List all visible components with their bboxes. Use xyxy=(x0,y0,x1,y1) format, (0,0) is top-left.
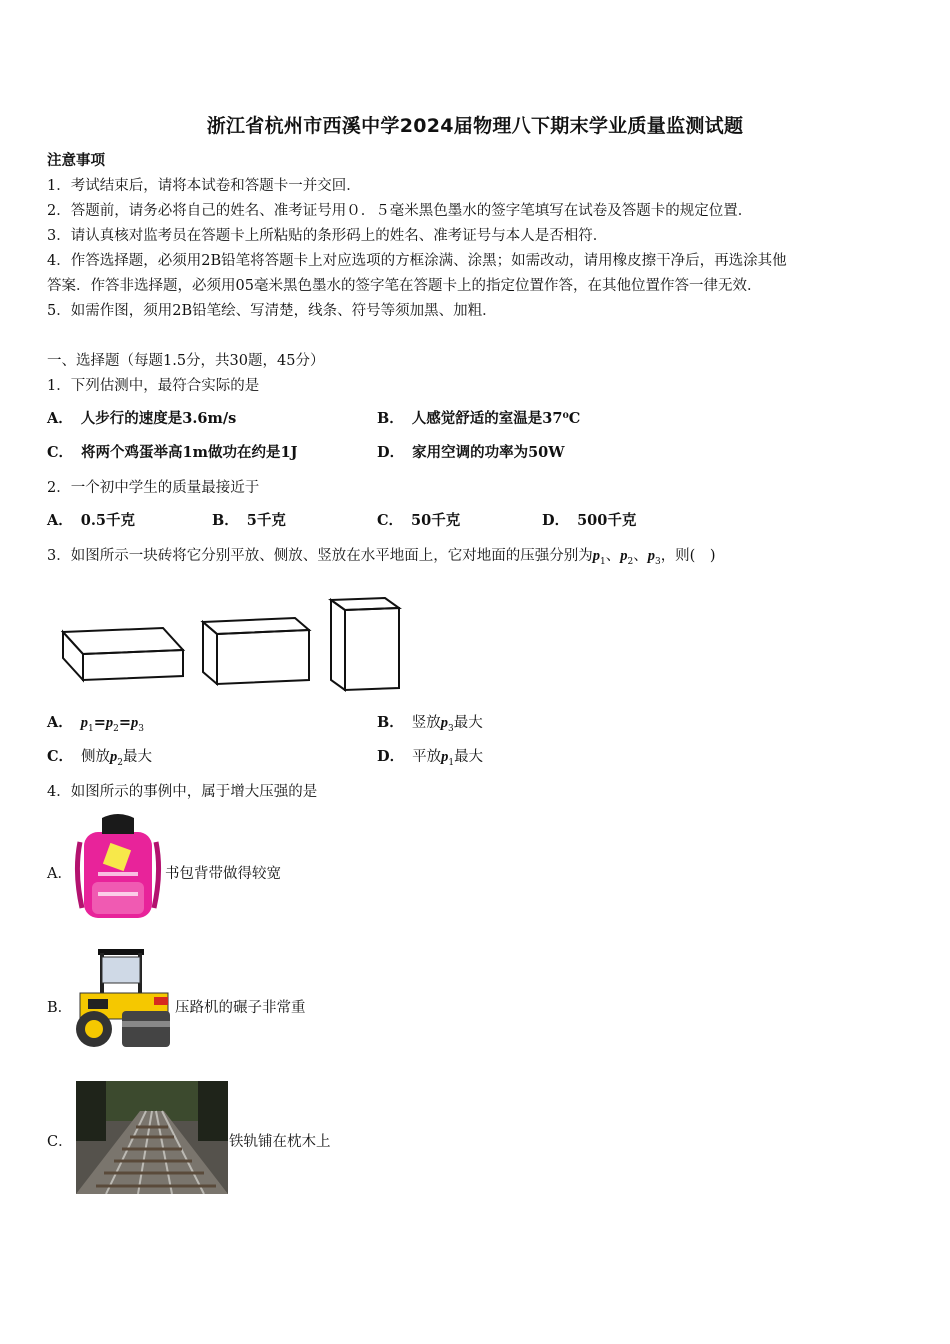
q1-option-b[interactable]: B． 人感觉舒适的室温是37⁰C xyxy=(377,410,581,427)
q1-option-a[interactable]: A． 人步行的速度是3.6m/s xyxy=(47,410,237,427)
q4-option-b-text: 压路机的碾子非常重 xyxy=(175,1000,306,1016)
page-title: 浙江省杭州市西溪中学2024届物理八下期末学业质量监测试题 xyxy=(206,115,744,137)
q3-option-d[interactable]: D． 平放$p_1$最大 xyxy=(377,748,484,768)
question-3-stem: 3．如图所示一块砖将它分别平放、侧放、竖放在水平地面上，它对地面的压强分别为$p_1$、$p_2$、$p_3$，则( ) xyxy=(47,548,716,567)
brick-flat-icon xyxy=(63,628,183,680)
brick-positions-figure xyxy=(55,592,425,696)
q4-option-a-key[interactable]: A． xyxy=(47,866,72,882)
q4-option-a-text: 书包背带做得较宽 xyxy=(165,866,281,882)
question-4-stem: 4．如图所示的事例中，属于增大压强的是 xyxy=(47,784,318,800)
brick-upright-icon xyxy=(331,598,399,690)
notice-item: 1．考试结束后，请将本试卷和答题卡一并交回． xyxy=(47,178,361,194)
notice-item: 5．如需作图，须用2B铅笔绘、写清楚，线条、符号等须加黑、加粗． xyxy=(47,303,497,319)
section-heading: 一、选择题（每题1.5分，共30题，45分） xyxy=(47,353,325,369)
q1-option-c[interactable]: C． 将两个鸡蛋举高1m做功在约是1J xyxy=(47,444,298,461)
notice-item: 2．答题前，请务必将自己的姓名、准考证号用０．５毫米黑色墨水的签字笔填写在试卷及答题卡的规定位置． xyxy=(47,203,753,219)
notice-item: 答案．作答非选择题，必须用05毫米黑色墨水的签字笔在答题卡上的指定位置作答，在其他位置作答一律无效． xyxy=(47,278,762,294)
q2-option-d[interactable]: D． 500千克 xyxy=(542,512,637,529)
notice-item: 3．请认真核对监考员在答题卡上所粘贴的条形码上的姓名、准考证号与本人是否相符． xyxy=(47,228,608,244)
q4-option-c-key[interactable]: C． xyxy=(47,1134,73,1150)
backpack-icon xyxy=(72,812,164,924)
railway-track-icon xyxy=(76,1081,228,1194)
q2-option-b[interactable]: B． 5千克 xyxy=(212,512,286,529)
q1-option-d[interactable]: D． 家用空调的功率为50W xyxy=(377,444,565,461)
q3-option-b[interactable]: B． 竖放$p_3$最大 xyxy=(377,714,483,734)
q2-option-a[interactable]: A． 0.5千克 xyxy=(47,512,135,529)
question-2-stem: 2．一个初中学生的质量最接近于 xyxy=(47,480,260,496)
q3-option-c[interactable]: C． 侧放$p_2$最大 xyxy=(47,748,153,768)
question-1-stem: 1．下列估测中，最符合实际的是 xyxy=(47,378,260,394)
q4-option-b-key[interactable]: B． xyxy=(47,1000,73,1016)
notice-heading: 注意事项 xyxy=(47,152,105,169)
q4-option-c-text: 铁轨铺在枕木上 xyxy=(229,1134,331,1150)
q2-option-c[interactable]: C． 50千克 xyxy=(377,512,461,529)
brick-side-icon xyxy=(203,618,309,684)
q3-option-a[interactable]: A． $p_1=p_2=p_3$ xyxy=(47,714,145,734)
road-roller-icon xyxy=(72,945,174,1051)
notice-item: 4．作答选择题，必须用2B铅笔将答题卡上对应选项的方框涂满、涂黑；如需改动，请用橡皮擦干净后，再选涂其他 xyxy=(47,253,787,269)
